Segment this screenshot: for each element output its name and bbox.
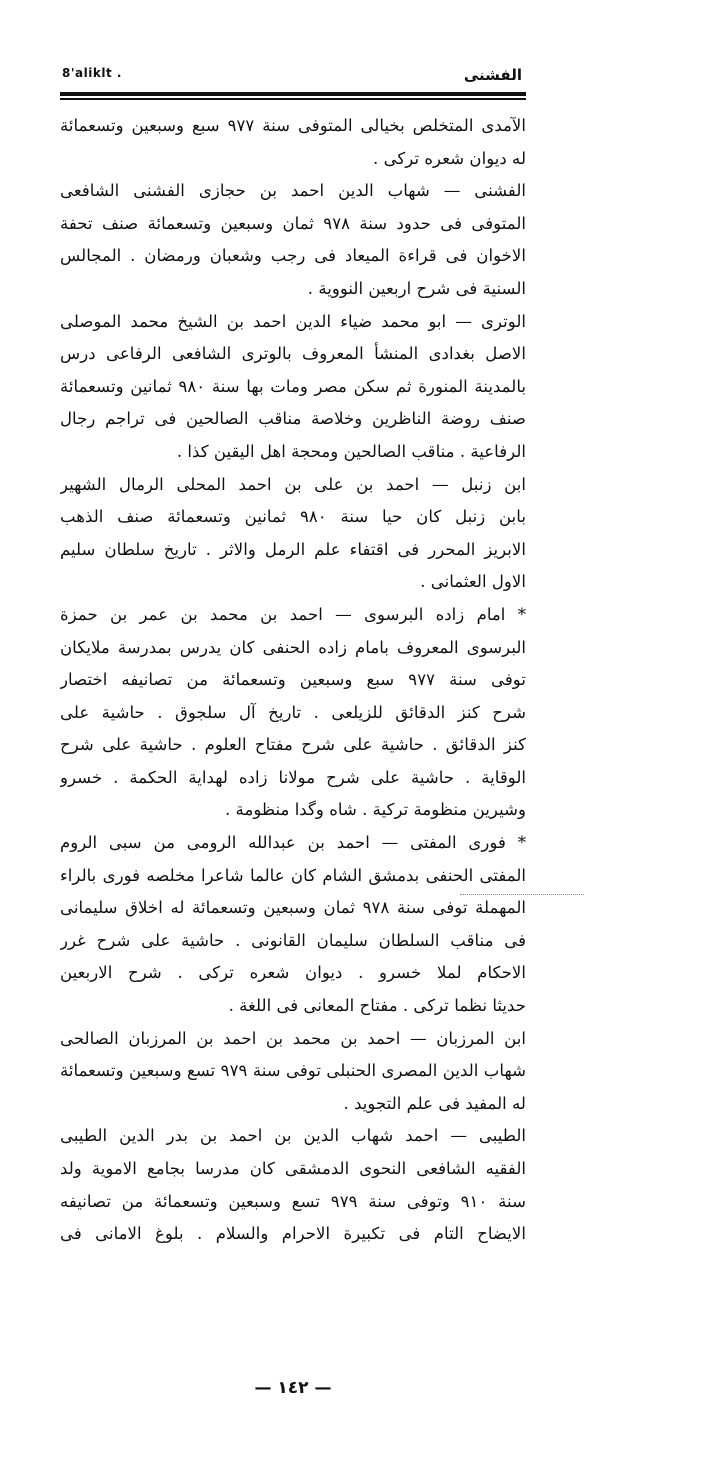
text-line: صنف روضة الناظرين وخلاصة مناقب الصالحين فى تراجم رجال	[60, 409, 526, 429]
header-rule-thick	[60, 92, 526, 96]
text-line: له ديوان شعره تركى .	[373, 148, 526, 168]
text-line: البرسوى المعروف بامام زاده الحنفى كان يدرس بمدرسة ملايكان	[60, 637, 526, 657]
text-line: * فورى المفتى — احمد بن عبدالله الرومى من سبى الروم	[60, 833, 526, 853]
text-line: له المفيد فى علم التجويد .	[343, 1093, 526, 1113]
body-text	[60, 110, 526, 1251]
header-left-mark: 8'aliklt .	[62, 66, 122, 80]
text-line: الوقاية . حاشية على شرح مولانا زاده لهداية الحكمة . خسرو	[60, 767, 526, 787]
text-line: توفى سنة ٩٧٧ سبع وسبعين وتسعمائة من تصانيفه اختصار	[60, 670, 526, 690]
text-line: الفشنى — شهاب الدين احمد بن حجازى الفشنى الشافعى	[60, 181, 526, 201]
text-line: فى مناقب السلطان سليمان القانونى . حاشية على شرح غرر	[60, 930, 526, 950]
text-line: ابن المرزبان — احمد بن محمد بن احمد بن المرزبان الصالحى	[60, 1028, 526, 1048]
text-line: الابريز المحرر فى اقتفاء علم الرمل والاثر . تاريخ سلطان سليم	[60, 539, 526, 559]
text-line: الآمدى المتخلص بخيالى المتوفى سنة ٩٧٧ سبع وسبعين وتسعمائة	[60, 116, 526, 135]
text-line: الاول العثمانى .	[420, 572, 526, 592]
text-line: سنة ٩١٠ وتوفى سنة ٩٧٩ تسع وسبعين وتسعمائة من تصانيفه	[60, 1191, 526, 1211]
text-line: بابن زنبل كان حيا سنة ٩٨٠ ثمانين وتسعمائة صنف الذهب	[60, 507, 526, 527]
text-line: الاصل بغدادى المنشأ المعروف بالوترى الشافعى الرفاعى درس	[60, 344, 526, 364]
page-number: — ١٤٢ —	[254, 1378, 332, 1398]
text-line: حديثا نظما تركى . مفتاح المعانى فى اللغة .	[228, 996, 526, 1016]
text-line: الاخوان فى قراءة الميعاد فى رجب وشعبان ورمضان . المجالس	[60, 246, 526, 266]
text-line: المتوفى فى حدود سنة ٩٧٨ ثمان وسبعين وتسعمائة صنف تحفة	[60, 213, 526, 233]
text-line: الايضاح التام فى تكبيرة الاحرام والسلام . بلوغ الامانى فى	[60, 1224, 526, 1244]
header-rule-thin	[60, 98, 526, 100]
page-header	[60, 62, 526, 90]
text-line: الرفاعية . مناقب الصالحين ومحجة اهل اليقين كذا .	[176, 441, 526, 461]
text-line: بالمدينة المنورة ثم سكن مصر ومات بها سنة ٩٨٠ ثمانين وتسعمائة	[60, 376, 526, 396]
text-line: السنية فى شرح اربعين النووية .	[307, 278, 526, 298]
margin-dotted-line	[460, 894, 584, 895]
text-line: الاحكام لملا خسرو . ديوان شعره تركى . شرح الاربعين	[60, 963, 526, 983]
text-line: الطيبى — احمد شهاب الدين بن احمد بن بدر الدين الطيبى	[60, 1126, 526, 1146]
text-line: شرح كنز الدقائق للزيلعى . تاريخ آل سلجوق . حاشية على	[60, 702, 526, 722]
text-line: ابن زنبل — احمد بن على بن احمد المحلى الرمال الشهير	[60, 474, 526, 494]
text-line: كنز الدقائق . حاشية على شرح مفتاح العلوم . حاشية على شرح	[60, 735, 526, 755]
text-line: شهاب الدين المصرى الحنبلى توفى سنة ٩٧٩ تسع وسبعين وتسعمائة	[60, 1061, 526, 1081]
running-title: الفشنى	[463, 66, 522, 84]
text-line: المفتى الحنفى بدمشق الشام كان عالما شاعرا مخلصه فورى بالراء	[60, 865, 526, 885]
book-page	[60, 62, 526, 1422]
text-line: الفقيه الشافعى النحوى الدمشقى كان مدرسا بجامع الاموية ولد	[60, 1159, 526, 1178]
text-line: * امام زاده البرسوى — احمد بن محمد بن عمر بن حمزة	[60, 604, 526, 624]
text-line: وشيرين منظومة تركية . شاه وگدا منظومة .	[225, 800, 526, 820]
text-line: الوترى — ابو محمد ضياء الدين احمد بن الشيخ محمد الموصلى	[60, 311, 526, 331]
text-line: المهملة توفى سنة ٩٧٨ ثمان وسبعين وتسعمائة له اخلاق سليمانى	[60, 898, 526, 918]
